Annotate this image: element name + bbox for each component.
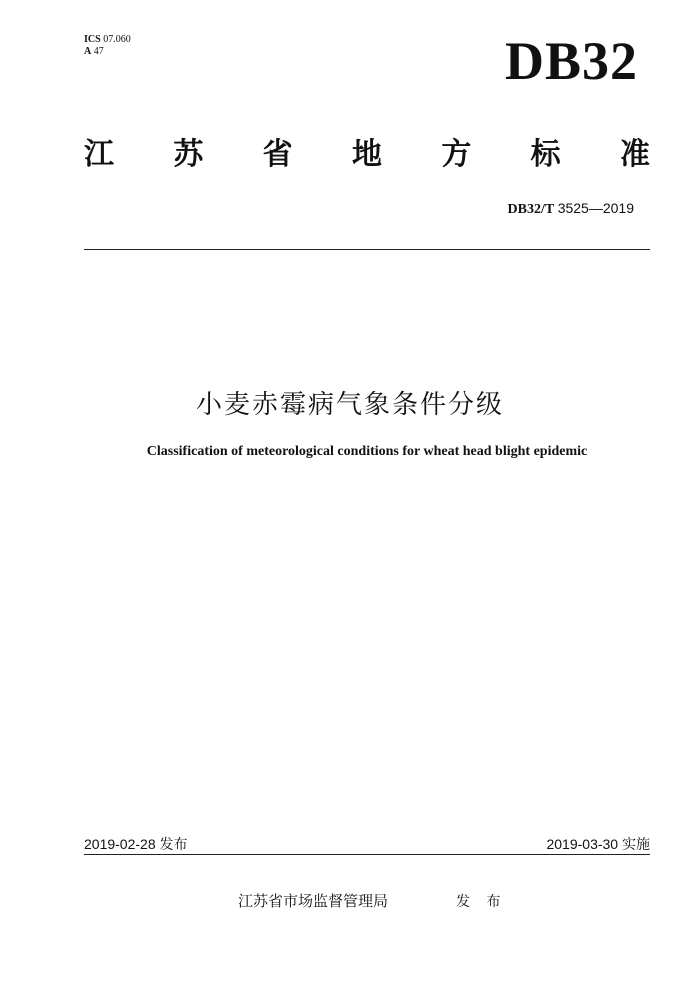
- document-title-chinese: 小麦赤霉病气象条件分级: [195, 390, 504, 420]
- standard-type-char: 省: [262, 137, 293, 172]
- classification-code: [84, 46, 104, 58]
- implementation-date: 2019-03-30 实施: [546, 836, 650, 852]
- publish-date: 2019-02-28 发布: [84, 836, 188, 852]
- ics-value: 07.060: [103, 34, 131, 45]
- standard-number: [508, 200, 634, 218]
- bottom-divider: [84, 854, 650, 855]
- standard-type-char: 地: [351, 137, 382, 172]
- standard-type-heading: [84, 135, 650, 175]
- standard-logo: DB32: [504, 31, 638, 91]
- issuing-authority: 江苏省市场监督管理局: [238, 892, 389, 910]
- ics-label: ICS: [84, 34, 101, 45]
- standard-type-char: 苏: [173, 137, 204, 172]
- document-title-english: Classification of meteorological conditions for wheat head blight epidemic: [146, 444, 588, 459]
- issue-label: 发 布: [456, 894, 507, 910]
- standard-number-value: 3525—2019: [557, 200, 634, 216]
- standard-type-char: 江: [84, 137, 114, 172]
- classification-letter: A: [84, 46, 92, 57]
- standard-number-prefix: DB32/T: [507, 202, 555, 217]
- standard-type-char: 方: [441, 137, 472, 172]
- top-divider: [84, 249, 650, 250]
- ics-code: [84, 34, 131, 46]
- classification-value: 47: [93, 46, 104, 57]
- standard-type-char: 准: [619, 137, 650, 172]
- standard-type-char: 标: [530, 137, 561, 172]
